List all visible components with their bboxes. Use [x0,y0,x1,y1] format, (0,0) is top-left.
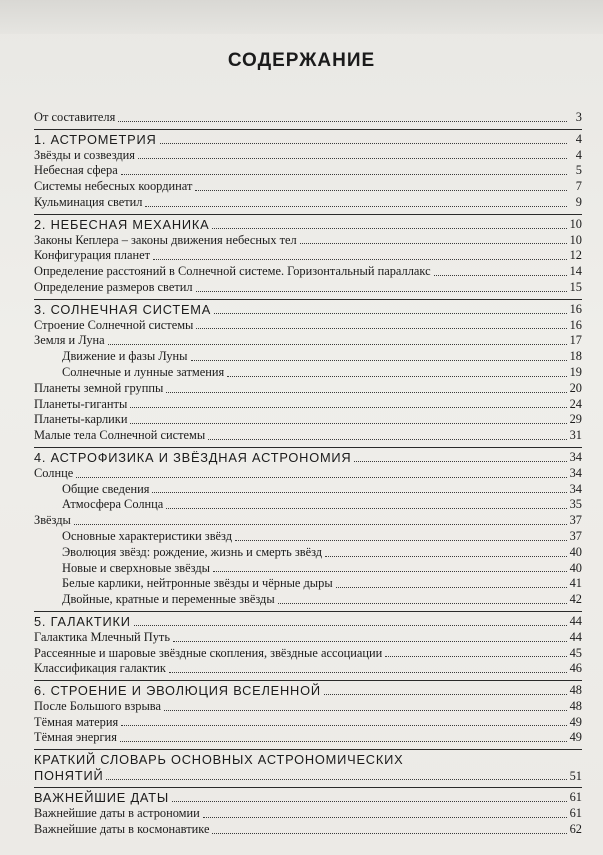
toc-entry[interactable] [34,646,582,662]
table-of-contents [34,110,582,838]
toc-page-number: 9 [575,194,582,209]
toc-entry-title: 1. АСТРОМЕТРИЯ [34,131,157,147]
toc-entry-title: Тёмная материя [34,714,119,729]
dot-leader [324,694,567,695]
dictionary-title-line1: КРАТКИЙ СЛОВАРЬ ОСНОВНЫХ АСТРОНОМИЧЕСКИХ [34,752,404,768]
toc-page-number: 17 [569,333,582,348]
toc-section-heading[interactable] [34,302,582,318]
toc-page-number: 62 [569,821,582,836]
toc-page-number: 45 [569,645,582,660]
toc-section [34,611,582,677]
page-title: СОДЕРЖАНИЕ [227,50,376,71]
page-header-strip [0,0,603,34]
dot-leader [172,801,567,802]
dot-leader [195,190,567,191]
toc-section [34,129,582,211]
dot-leader [212,833,566,834]
toc-entry[interactable] [34,699,582,715]
toc-page-number: 18 [569,349,582,364]
toc-entry[interactable] [34,412,582,428]
toc-entry-title: Планеты земной группы [34,380,164,395]
toc-entry-title: Определение расстояний в Солнечной системе. Горизонтальный параллакс [34,264,431,279]
dot-leader [138,158,567,159]
dot-leader [121,174,567,175]
dictionary-title-line2: ПОНЯТИЙ [34,768,104,784]
toc-section-heading[interactable] [34,450,582,466]
toc-subentry[interactable] [34,545,582,561]
toc-entry[interactable] [34,381,582,397]
toc-entry-title: Важнейшие даты в космонавтике [34,821,210,836]
toc-page-number: 29 [569,412,582,427]
toc-entry-title: Земля и Луна [34,333,105,348]
toc-entry[interactable] [34,318,582,334]
toc-entry-title: 6. СТРОЕНИЕ И ЭВОЛЮЦИЯ ВСЕЛЕННОЙ [34,683,321,699]
toc-subentry[interactable] [34,576,582,592]
toc-section [34,214,582,296]
dot-leader [208,439,566,440]
dot-leader [76,477,566,478]
toc-entry-title: Новые и сверхновые звёзды [62,560,210,575]
toc-page-number: 16 [569,317,582,332]
toc-entry-title: Конфигурация планет [34,248,151,263]
toc-entry[interactable] [34,148,582,164]
toc-entry[interactable] [34,163,582,179]
toc-entry[interactable] [34,630,582,646]
toc-entry-title: Важнейшие даты в астрономии [34,806,200,821]
toc-entry-title: Движение и фазы Луны [62,349,188,364]
toc-page-number: 34 [569,481,582,496]
toc-section [34,447,582,608]
toc-page-number: 37 [569,528,582,543]
dot-leader [120,741,567,742]
toc-page-number: 19 [569,364,582,379]
toc-page-number: 10 [569,216,582,231]
toc-entry-title: Законы Кеплера – законы движения небесных тел [34,232,297,247]
dot-leader [354,461,566,462]
toc-entry[interactable] [34,730,582,746]
toc-section [34,110,582,126]
toc-entry-title: Планеты-карлики [34,412,128,427]
toc-entry-title: От составителя [34,110,116,124]
toc-subentry[interactable] [34,365,582,381]
toc-section-heading[interactable] [34,683,582,699]
toc-entry[interactable] [34,661,582,677]
toc-entry-title: 4. АСТРОФИЗИКА И ЗВЁЗДНАЯ АСТРОНОМИЯ [34,449,352,465]
toc-page-number: 4 [575,131,582,146]
toc-entry-title: ВАЖНЕЙШИЕ ДАТЫ [34,790,170,806]
toc-section [34,787,582,837]
toc-entry[interactable] [34,333,582,349]
toc-entry[interactable] [34,822,582,838]
toc-section-heading[interactable] [34,132,582,148]
toc-subentry[interactable] [34,349,582,365]
toc-page-number: 7 [575,179,582,194]
toc-entry-title: Основные характеристики звёзд [62,528,233,543]
toc-entry[interactable] [34,513,582,529]
dot-leader [191,360,567,361]
toc-entry-title: 5. ГАЛАКТИКИ [34,613,131,629]
toc-subentry[interactable] [34,529,582,545]
dot-leader [166,392,566,393]
toc-entry-title: После Большого взрыва [34,698,161,713]
toc-entry-title: Эволюция звёзд: рождение, жизнь и смерть звёзд [62,544,323,559]
toc-entry-title: Общие сведения [62,481,150,496]
toc-page-number: 49 [569,730,582,745]
dot-leader [121,725,566,726]
toc-entry-title: Небесная сфера [34,163,118,178]
toc-page-number: 61 [569,790,582,805]
toc-subentry[interactable] [34,561,582,577]
dot-leader [145,206,567,207]
toc-section-heading[interactable] [34,217,582,233]
toc-entry-title: Белые карлики, нейтронные звёзды и чёрные дыры [62,576,333,591]
toc-entry[interactable] [34,466,582,482]
dot-leader [336,587,567,588]
dot-leader [134,625,567,626]
toc-page-number: 20 [569,380,582,395]
toc-entry-title: Системы небесных координат [34,179,193,194]
dot-leader [203,817,567,818]
dot-leader [325,556,567,557]
toc-entry-title: 2. НЕБЕСНАЯ МЕХАНИКА [34,216,210,232]
dot-leader [74,524,567,525]
dot-leader [227,376,566,377]
dot-leader [235,540,567,541]
dot-leader [164,710,567,711]
dot-leader [169,672,567,673]
toc-entry-title: Солнечные и лунные затмения [62,364,225,379]
toc-page-number: 3 [575,110,582,124]
toc-page-number: 40 [569,544,582,559]
dot-leader [130,407,566,408]
toc-entry-title: Тёмная энергия [34,730,117,745]
dot-leader [196,328,566,329]
toc-page-number: 4 [575,147,582,162]
toc-page-number: 51 [569,769,582,784]
toc-entry-title: Атмосфера Солнца [62,497,164,512]
toc-page-number: 41 [569,576,582,591]
dot-leader [214,313,567,314]
toc-entry-title: Галактика Млечный Путь [34,629,170,644]
dot-leader [130,423,566,424]
toc-page-number: 44 [569,613,582,628]
toc-page-number: 61 [569,806,582,821]
toc-section-heading[interactable] [34,614,582,630]
dot-leader [434,275,567,276]
toc-page-number: 34 [569,465,582,480]
toc-page-number: 46 [569,661,582,676]
toc-entry[interactable] [34,264,582,280]
toc-page-number: 15 [569,279,582,294]
toc-entry-title: Звёзды [34,513,71,528]
toc-entry[interactable] [34,428,582,444]
toc-page-number: 48 [569,698,582,713]
dot-leader [108,344,567,345]
toc-entry-title: Звёзды и созвездия [34,147,136,162]
toc-page-number: 5 [575,163,582,178]
dot-leader [173,641,567,642]
toc-page-number: 12 [569,248,582,263]
toc-page-number: 44 [569,629,582,644]
toc-entry[interactable] [34,397,582,413]
toc-page-number: 34 [569,449,582,464]
toc-entry-title: Двойные, кратные и переменные звёзды [62,592,275,607]
dot-leader [300,243,567,244]
dot-leader [153,259,567,260]
toc-entry-title: Строение Солнечной системы [34,317,194,332]
toc-entry-title: Определение размеров светил [34,279,193,294]
dot-leader [196,291,567,292]
dot-leader [160,143,567,144]
dot-leader [278,603,567,604]
toc-page-number: 10 [569,232,582,247]
dot-leader [152,492,566,493]
toc-entry[interactable] [34,179,582,195]
toc-section [34,299,582,444]
toc-page-number: 16 [569,301,582,316]
toc-page-number: 42 [569,592,582,607]
toc-entry[interactable] [34,248,582,264]
toc-section [34,749,582,784]
toc-section-heading[interactable] [34,790,582,806]
toc-subentry[interactable] [34,592,582,608]
toc-page-number: 48 [569,683,582,698]
toc-page-number: 40 [569,560,582,575]
dot-leader [212,228,566,229]
toc-entry-title: Рассеянные и шаровые звёздные скопления, звёздные ассоциации [34,645,383,660]
toc-entry[interactable] [34,806,582,822]
toc-page-number: 35 [569,497,582,512]
toc-page-number: 31 [569,428,582,443]
toc-subentry[interactable] [34,482,582,498]
toc-entry-title: Кульминация светил [34,194,143,209]
dot-leader [106,779,566,780]
toc-entry-title: Солнце [34,465,74,480]
toc-entry-title: 3. СОЛНЕЧНАЯ СИСТЕМА [34,301,212,317]
toc-entry[interactable] [34,195,582,211]
toc-entry-title: Классификация галактик [34,661,166,676]
toc-entry[interactable] [34,280,582,296]
toc-entry-title: Малые тела Солнечной системы [34,428,206,443]
toc-entry[interactable] [34,110,582,126]
toc-page-number: 14 [569,264,582,279]
toc-page-number: 24 [569,396,582,411]
toc-entry-title: Планеты-гиганты [34,396,128,411]
toc-entry[interactable] [34,715,582,731]
dot-leader [118,121,567,122]
toc-entry[interactable] [34,233,582,249]
toc-dictionary-entry[interactable] [34,752,582,784]
dot-leader [213,571,567,572]
toc-page-number: 37 [569,513,582,528]
toc-page-number: 49 [569,714,582,729]
toc-subentry[interactable] [34,497,582,513]
toc-section [34,680,582,746]
dot-leader [385,656,566,657]
dot-leader [166,508,566,509]
